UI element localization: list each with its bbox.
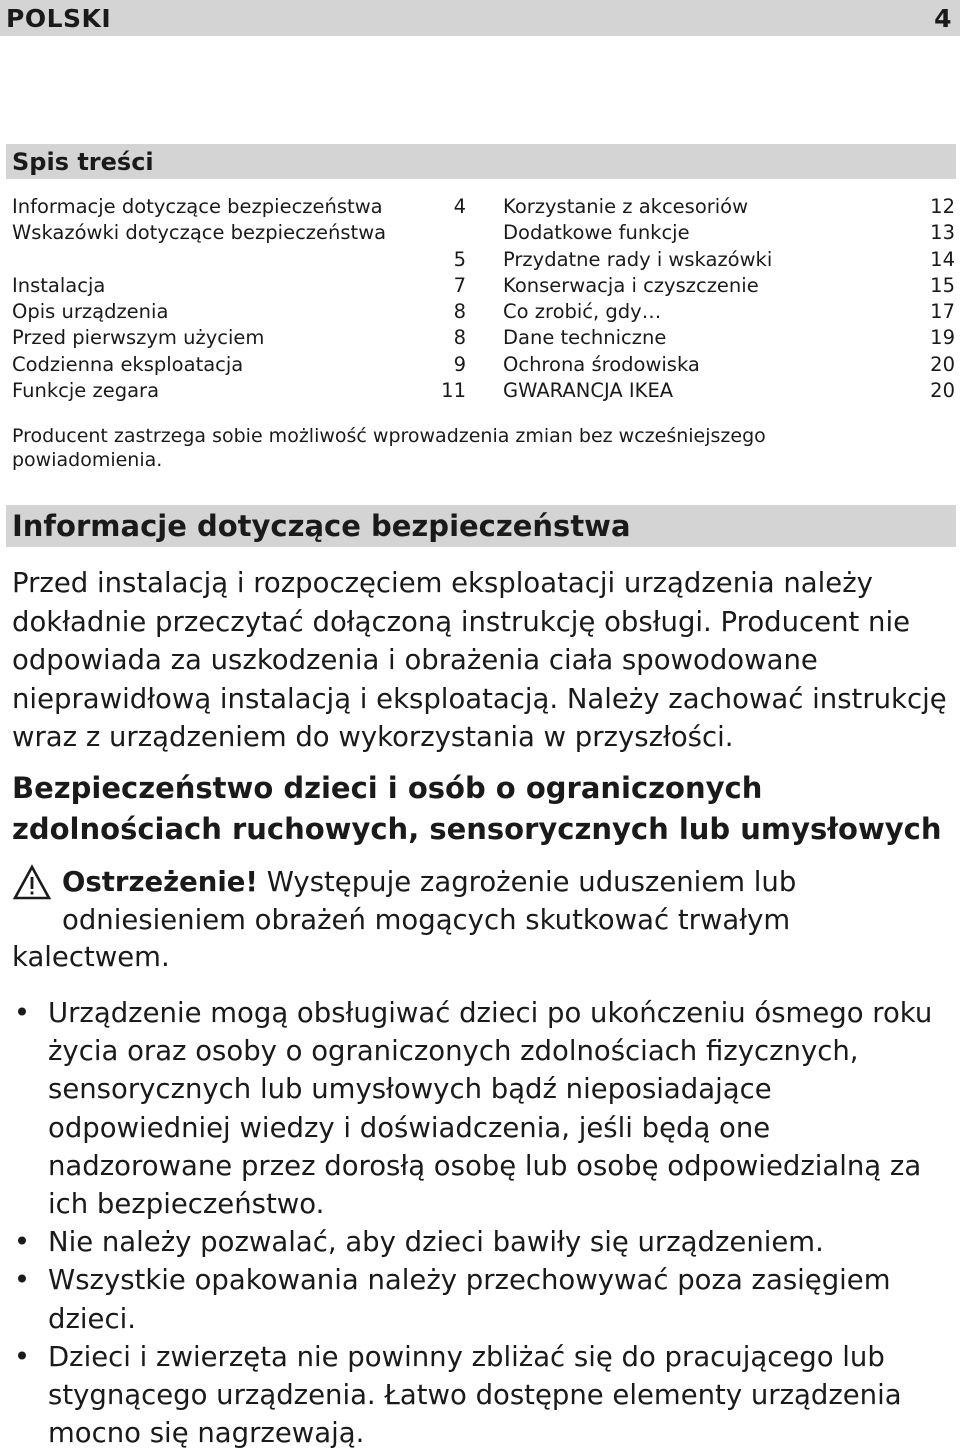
toc-entry-page: 15 [930,273,955,297]
toc-entry-label: Ochrona środowiska [503,352,700,376]
toc-entry-label: Konserwacja i czyszczenie [503,273,759,297]
toc-entry-page: 9 [453,352,466,376]
page-header-bar [0,0,960,36]
toc-entry-page: 14 [930,247,955,271]
safety-bullet-list [12,994,956,1452]
toc-entry-page: 8 [453,300,466,324]
toc-entry[interactable] [12,352,466,378]
warning-text-line3: kalectwem. [12,941,170,973]
bullet-icon: • [13,1226,31,1259]
toc-entry-page: 8 [453,326,466,350]
toc-right-column [503,194,955,404]
toc-entry-label: GWARANCJA IKEA [503,379,674,403]
toc-entry[interactable] [12,247,466,273]
toc-entry-label: Przed pierwszym użyciem [12,326,265,350]
toc-entry-label: Funkcje zegara [12,379,160,403]
toc-entry-page: 13 [930,221,955,245]
toc-title: Spis treści [12,147,154,176]
language-label: POLSKI [6,3,112,33]
toc-entry[interactable] [503,378,955,404]
toc-entry[interactable] [12,299,466,325]
toc-entry-page: 7 [453,273,466,297]
toc-entry-label: Dodatkowe funkcje [503,221,690,245]
list-item-text: Wszystkie opakowania należy przechowywać poza zasięgiem dzieci. [48,1264,891,1335]
warning-label: Ostrzeżenie! [62,866,258,898]
toc-entry-page: 5 [453,247,466,271]
warning-text-line2: odniesieniem obrażeń mogących skutkować trwałym [62,903,791,936]
subsection-heading: Bezpieczeństwo dzieci i osób o ograniczonych zdolnościach ruchowych, sensorycznych lub umysłowych [12,771,942,846]
bullet-icon: • [13,1340,31,1373]
intro-paragraph: Przed instalacją i rozpoczęciem eksploatacji urządzenia należy dokładnie przeczytać dołączoną instrukcję obsługi. Producent nie odpowiada za uszkodzenia i obrażenia ciała spowodowane nieprawidłową instalacją i eksploatacją. Należy zachować instrukcję wraz z urządzeniem do wykorzystania w przyszłości. [12,567,947,753]
warning-triangle-icon [12,864,52,901]
toc-entry[interactable] [12,220,466,246]
toc-entry-page: 20 [930,379,955,403]
toc-entry-label: Korzystanie z akcesoriów [503,195,749,218]
toc-left-column [12,194,466,404]
toc-entry-label: Przydatne rady i wskazówki [503,247,773,271]
list-item [12,994,956,1223]
toc-entry[interactable] [503,247,955,273]
page-number: 4 [934,3,952,33]
toc-entry[interactable] [12,194,466,220]
list-item [12,1261,956,1337]
toc-entry[interactable] [503,325,955,351]
toc-entry-label: Dane techniczne [503,326,667,350]
toc-entry-page: 20 [930,352,955,376]
toc-entry-page: 12 [930,195,955,218]
toc-entry-page: 4 [453,195,466,218]
toc-entry[interactable] [503,273,955,299]
warning-text-line1: Występuje zagrożenie uduszeniem lub [257,866,797,898]
toc-entry-label: Instalacja [12,273,106,297]
change-notice: Producent zastrzega sobie możliwość wprowadzenia zmian bez wcześniejszego powiadomienia. [12,425,766,471]
list-item [12,1338,956,1453]
warning-block [12,864,956,977]
toc-entry-label: Opis urządzenia [12,300,169,324]
bullet-icon: • [13,997,31,1029]
list-item-text: Nie należy pozwalać, aby dzieci bawiły się urządzeniem. [48,1226,824,1259]
list-item [12,1223,956,1261]
toc-entry[interactable] [503,194,955,220]
toc-entry[interactable] [12,273,466,299]
toc-entry-page: 11 [441,379,466,403]
toc-entry-label: Wskazówki dotyczące bezpieczeństwa [12,221,387,245]
section-title: Informacje dotyczące bezpieczeństwa [12,509,631,543]
toc-entry-page: 19 [930,326,955,350]
toc-entry-page: 17 [930,300,955,324]
toc-entry[interactable] [12,378,466,404]
list-item-text: Urządzenie mogą obsługiwać dzieci po ukończeniu ósmego roku życia oraz osoby o ograniczonych zdolnościach fizycznych, sensorycznych lub umysłowych bądź nieposiadające odpowiedniej wiedzy i doświadczenia, jeśli będą one nadzorowane przez dorosłą osobę lub osobę odpowiedzialną za ich bezpieczeństwo. [48,997,933,1221]
toc-entry[interactable] [503,352,955,378]
list-item-text: Dzieci i zwierzęta nie powinny zbliżać się do pracującego lub stygnącego urządzenia. Łatwo dostępne elementy urządzenia mocno się nagrzewają. [48,1340,902,1450]
toc-entry[interactable] [12,325,466,351]
toc-entry-label: Informacje dotyczące bezpieczeństwa [12,195,383,218]
toc-entry[interactable] [503,299,955,325]
bullet-icon: • [13,1264,31,1297]
toc-entry-label: Codzienna eksploatacja [12,352,244,376]
toc-entry[interactable] [503,220,955,246]
section-heading-bar [6,505,956,547]
toc-entry-label: Co zrobić, gdy… [503,300,662,324]
toc-heading-bar [6,144,956,179]
